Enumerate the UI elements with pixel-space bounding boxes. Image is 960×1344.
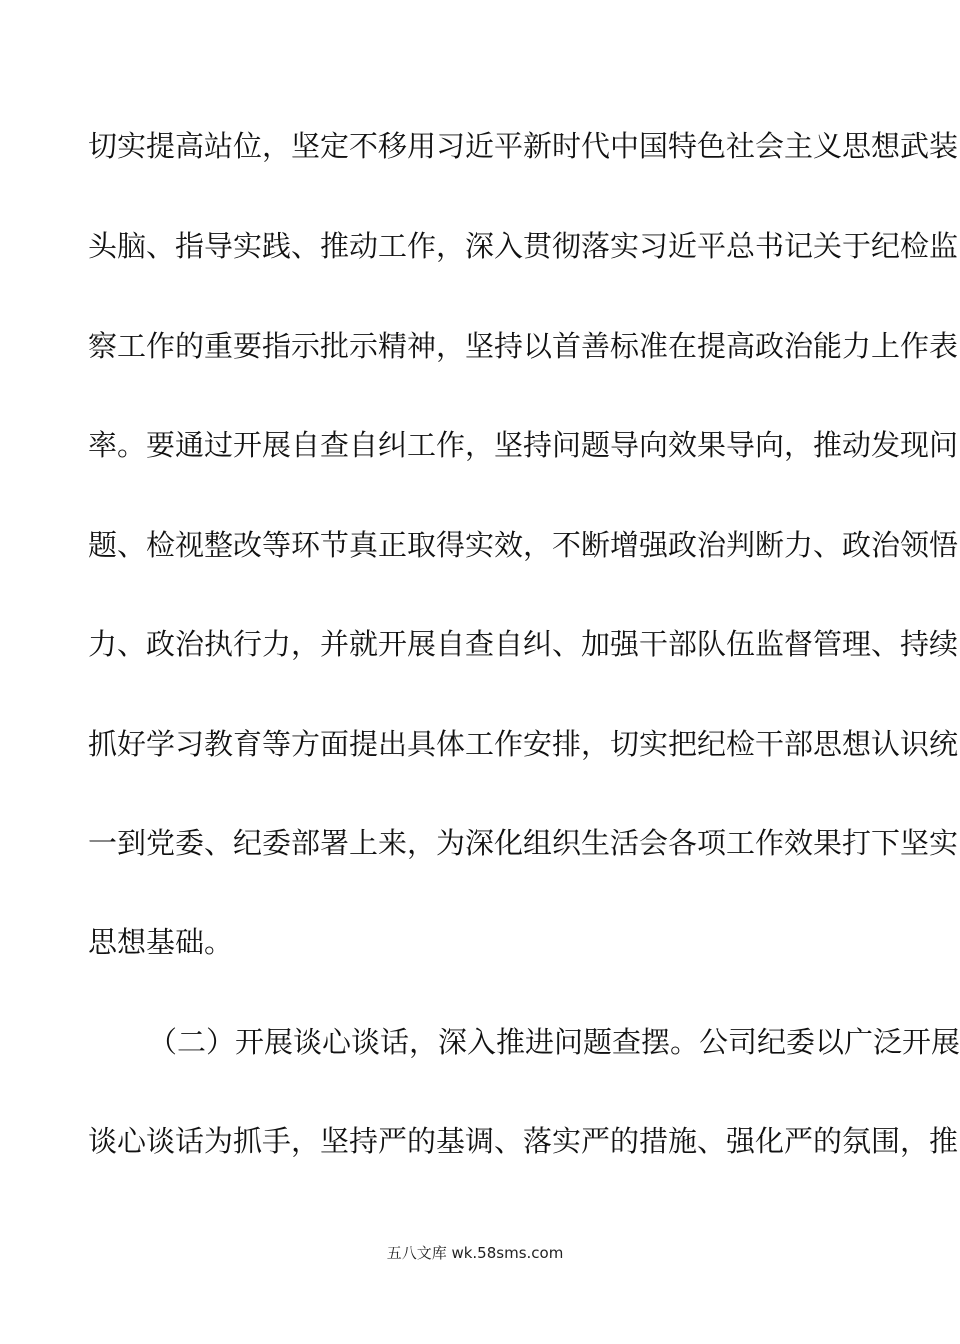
paragraph-line: 题、检视整改等环节真正取得实效，不断增强政治判断力、政治领悟	[88, 528, 959, 562]
section-heading-line: （二）开展谈心谈话，深入推进问题查摆。公司纪委以广泛开展	[148, 1025, 960, 1059]
paragraph-line: 头脑、指导实践、推动工作，深入贯彻落实习近平总书记关于纪检监	[88, 229, 959, 263]
paragraph-line: 抓好学习教育等方面提出具体工作安排，切实把纪检干部思想认识统	[88, 727, 959, 761]
paragraph-line: 思想基础。	[88, 925, 234, 959]
paragraph-line: 一到党委、纪委部署上来，为深化组织生活会各项工作效果打下坚实	[88, 826, 959, 860]
paragraph-line: 察工作的重要指示批示精神，坚持以首善标准在提高政治能力上作表	[88, 329, 959, 363]
paragraph-line: 率。要通过开展自查自纠工作，坚持问题导向效果导向，推动发现问	[88, 428, 959, 462]
paragraph-line: 切实提高站位，坚定不移用习近平新时代中国特色社会主义思想武装	[88, 129, 959, 163]
paragraph-line: 力、政治执行力，并就开展自查自纠、加强干部队伍监督管理、持续	[88, 627, 959, 661]
paragraph-line: 谈心谈话为抓手，坚持严的基调、落实严的措施、强化严的氛围，推	[88, 1124, 959, 1158]
footer-watermark: 五八文库 wk.58sms.com	[386, 1244, 564, 1262]
